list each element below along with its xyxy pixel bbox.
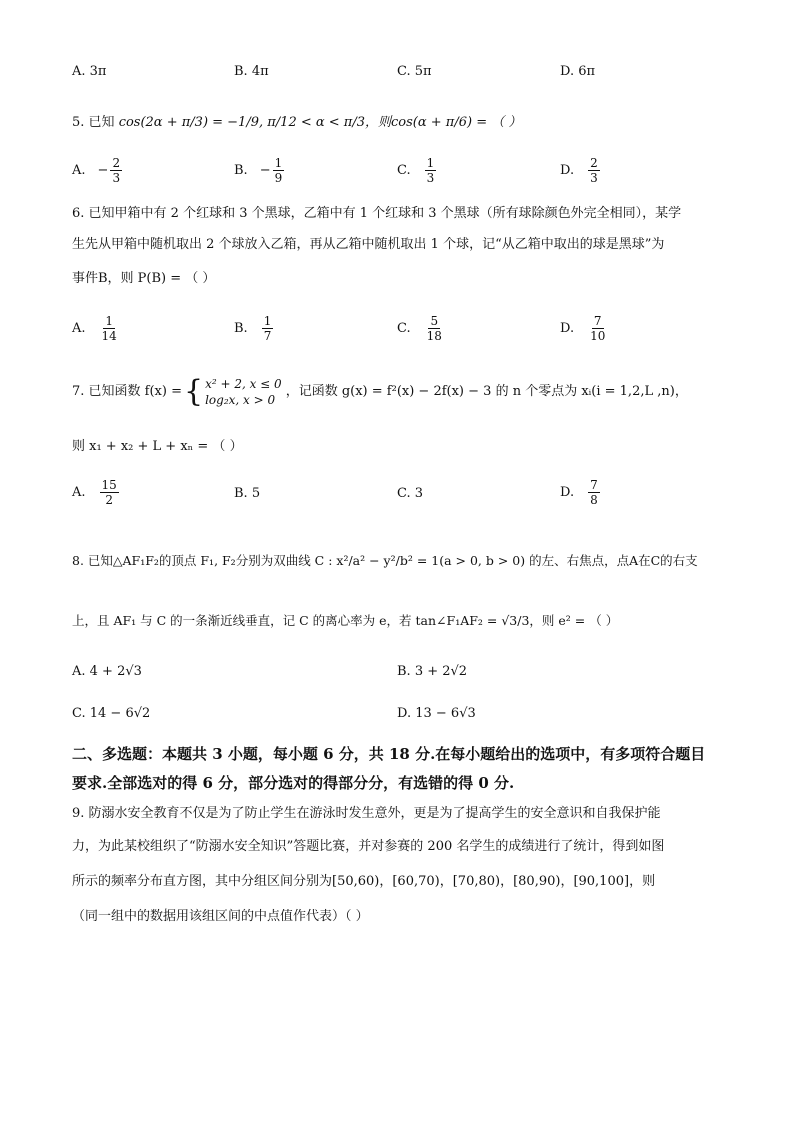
q6-option-d: D. $\frac{7}{10}$: [560, 314, 606, 343]
q5-option-d: D. $\frac{2}{3}$: [560, 156, 598, 185]
q9-line-3: 所示的频率分布直方图，其中分组区间分别为[50,60)，[60,70)，[70,80)，[80,90)，[90,100]，则: [72, 874, 656, 889]
q5-option-b: B. − $\frac{1}{9}$: [234, 156, 283, 185]
q8-option-d: D. 13 − 6√3: [397, 706, 476, 721]
q6-option-c: C. $\frac{5}{18}$: [397, 314, 442, 343]
q7-option-b: B. 5: [234, 486, 261, 501]
q8-options-row-2: [72, 706, 722, 730]
q5-stem-prefix: 5. 已知: [72, 115, 115, 130]
q4-options: [72, 64, 722, 104]
q6-option-a: A. $\frac{1}{14}$: [72, 314, 117, 343]
q7-option-c: C. 3: [397, 486, 424, 501]
q5-option-a: A. − $\frac{2}{3}$: [72, 156, 121, 185]
q7-option-d: D. $\frac{7}{8}$: [560, 478, 598, 507]
q7-suffix: ，记函数 g(x) = f²(x) − 2f(x) − 3 的 n 个零点为 xᵢ(i = 1,2,L ,n)，: [285, 384, 688, 399]
q6-option-b: B. $\frac{1}{7}$: [234, 314, 272, 343]
q4-option-b: B. 4π: [234, 64, 269, 79]
q7-option-a-fraction: $\frac{15}{2}$: [101, 478, 117, 507]
q8-option-b: B. 3 + 2√2: [397, 664, 468, 679]
q6-line-1: 6. 已知甲箱中有 2 个红球和 3 个黑球，乙箱中有 1 个红球和 3 个黑球（所有球除颜色外完全相同），某学: [72, 206, 682, 221]
q5-option-c: C. $\frac{1}{3}$: [397, 156, 435, 185]
section-2-heading-line-2: 要求.全部选对的得 6 分，部分选对的得部分分，有选错的得 0 分.: [72, 774, 515, 792]
q6-option-d-fraction: $\frac{7}{10}$: [590, 314, 606, 343]
q5-stem: [72, 112, 722, 134]
q6-option-a-fraction: $\frac{1}{14}$: [101, 314, 117, 343]
q6-option-c-fraction: $\frac{5}{18}$: [426, 314, 442, 343]
q5-option-c-fraction: $\frac{1}{3}$: [426, 156, 435, 185]
q5-option-b-fraction: $\frac{1}{9}$: [274, 156, 283, 185]
q8-line-2: 上，且 AF₁ 与 C 的一条渐近线垂直，记 C 的离心率为 e，若 tan∠F₁AF₂ = √3/3，则 e² = （ ）: [72, 613, 619, 628]
q5-option-a-fraction: $\frac{2}{3}$: [112, 156, 121, 185]
q7-stem: [72, 376, 722, 408]
q8-options-row-1: [72, 664, 722, 688]
section-2-heading-line-1: 二、多选题：本题共 3 小题，每小题 6 分，共 18 分.在每小题给出的选项中，有多项符合题目: [72, 745, 706, 763]
q5-options: [72, 156, 722, 196]
q8-line-1: 8. 已知△AF₁F₂的顶点 F₁, F₂分别为双曲线 C : x²/a² − y²/b² = 1(a > 0, b > 0) 的左、右焦点，点A在C的右支: [72, 553, 698, 568]
q7-case-2: log₂x, x > 0: [205, 393, 276, 407]
q7-line-2: 则 x₁ + x₂ + L + xₙ = （ ）: [72, 439, 243, 454]
q5-option-d-fraction: $\frac{2}{3}$: [590, 156, 598, 185]
q9-line-4: （同一组中的数据用该组区间的中点值作代表）（ ）: [72, 909, 369, 924]
q7-option-a: A. $\frac{15}{2}$: [72, 478, 117, 507]
q7-brace: {: [183, 374, 204, 409]
q9-line-1: 9. 防溺水安全教育不仅是为了防止学生在游泳时发生意外，更是为了提高学生的安全意识和自我保护能: [72, 806, 661, 821]
q6-options: [72, 314, 722, 354]
q5-stem-body: cos(2α + π/3) = −1/9, π/12 < α < π/3，则cos(α + π/6) = （ ）: [118, 115, 522, 130]
q7-options: [72, 478, 722, 518]
q8-option-c: C. 14 − 6√2: [72, 706, 151, 721]
q4-option-d: D. 6π: [560, 64, 596, 79]
q7-case-1: x² + 2, x ≤ 0: [205, 377, 282, 391]
q9-line-2: 力，为此某校组织了“防溺水安全知识”答题比赛，并对参赛的 200 名学生的成绩进行了统计，得到如图: [72, 839, 665, 854]
q4-option-c: C. 5π: [397, 64, 432, 79]
q6-option-b-fraction: $\frac{1}{7}$: [263, 314, 272, 343]
q7-piecewise: [205, 376, 282, 408]
q8-option-a: A. 4 + 2√3: [72, 664, 142, 679]
q7-option-d-fraction: $\frac{7}{8}$: [590, 478, 598, 507]
q4-option-a: A. 3π: [72, 64, 107, 79]
q7-prefix: 7. 已知函数 f(x) =: [72, 384, 182, 399]
q6-line-2: 生先从甲箱中随机取出 2 个球放入乙箱，再从乙箱中随机取出 1 个球，记“从乙箱中取出的球是黑球”为: [72, 237, 665, 252]
q6-line-3: 事件B，则 P(B) = （ ）: [72, 271, 216, 286]
